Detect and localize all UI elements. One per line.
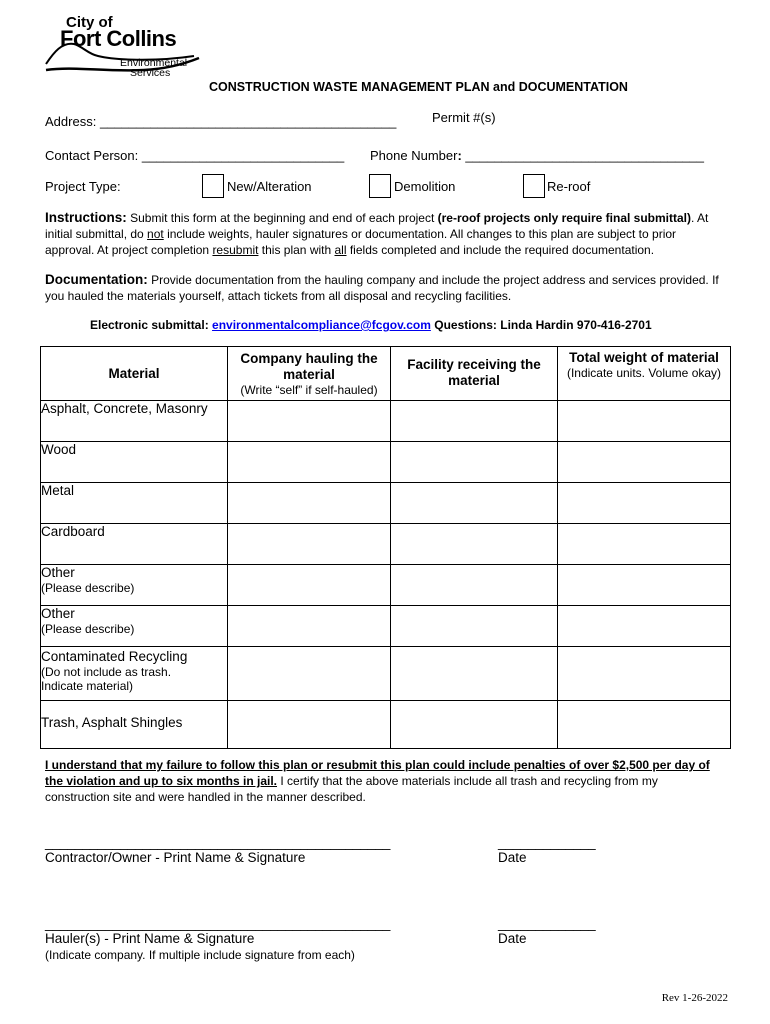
material-name: Metal xyxy=(41,483,75,498)
certification-paragraph xyxy=(45,757,720,805)
materials-table xyxy=(40,346,731,749)
hauler-signature-line[interactable]: ______________________________________________ xyxy=(45,916,391,931)
material-cell xyxy=(41,524,228,565)
hauler-signature-label: Hauler(s) - Print Name & Signature xyxy=(45,931,255,946)
hauler-date-label: Date xyxy=(498,931,527,946)
weight-cell[interactable] xyxy=(558,565,731,606)
material-name: Other xyxy=(41,565,75,580)
company-cell[interactable] xyxy=(228,442,391,483)
material-cell xyxy=(41,401,228,442)
address-label: Address: xyxy=(45,114,97,129)
header-company xyxy=(228,347,391,401)
material-name: Asphalt, Concrete, Masonry xyxy=(41,401,208,416)
new-alteration-checkbox[interactable] xyxy=(202,174,224,198)
table-row xyxy=(41,606,731,647)
facility-cell[interactable] xyxy=(391,647,558,701)
new-alteration-label: New/Alteration xyxy=(227,179,312,194)
table-row xyxy=(41,483,731,524)
documentation-paragraph xyxy=(45,272,727,304)
instructions-text-4: this plan with xyxy=(258,243,335,257)
logo-dept-line1: Environmental xyxy=(120,57,188,69)
weight-cell[interactable] xyxy=(558,401,731,442)
material-note: (Please describe) xyxy=(41,581,135,595)
facility-cell[interactable] xyxy=(391,524,558,565)
instructions-text-2: . At initial submittal, do xyxy=(45,211,709,241)
contractor-signature-label: Contractor/Owner - Print Name & Signature xyxy=(45,850,306,865)
material-cell xyxy=(41,647,228,701)
contact-field[interactable]: ____________________________ xyxy=(141,148,345,163)
contact-label: Contact Person: xyxy=(45,148,139,163)
contractor-date-label: Date xyxy=(498,850,527,865)
permit-label[interactable]: Permit #(s) xyxy=(432,110,496,125)
facility-cell[interactable] xyxy=(391,442,558,483)
company-cell[interactable] xyxy=(228,647,391,701)
weight-cell[interactable] xyxy=(558,701,731,749)
material-note: (Please describe) xyxy=(41,622,135,636)
instructions-reroof-note: (re-roof projects only require final submittal) xyxy=(437,211,691,225)
form-title: CONSTRUCTION WASTE MANAGEMENT PLAN and DOCUMENTATION xyxy=(209,80,628,94)
instructions-paragraph xyxy=(45,210,727,258)
table-row xyxy=(41,701,731,749)
material-name: Wood xyxy=(41,442,77,457)
instructions-text-3: include weights, hauler signatures or documentation. All changes to this plan are subject to prior approval. At project completion xyxy=(45,227,677,257)
header-facility xyxy=(391,347,558,401)
electronic-submittal-line xyxy=(90,318,652,332)
header-company-label: Company hauling the material xyxy=(240,351,378,382)
documentation-label: Documentation: xyxy=(45,272,148,287)
address-row xyxy=(45,114,396,129)
material-cell xyxy=(41,606,228,647)
weight-cell[interactable] xyxy=(558,442,731,483)
instructions-not: not xyxy=(147,227,164,241)
material-note: (Do not include as trash. Indicate material) xyxy=(41,665,172,693)
company-cell[interactable] xyxy=(228,565,391,606)
material-name: Trash, Asphalt Shingles xyxy=(41,715,183,730)
contractor-signature-line[interactable]: ______________________________________________ xyxy=(45,835,391,850)
certification-penalty: I understand that my failure to follow this plan or resubmit this plan could include penalties of over $2,500 per day of the violation and up to six months in jail. xyxy=(45,758,710,788)
table-row xyxy=(41,401,731,442)
table-row xyxy=(41,442,731,483)
demolition-label: Demolition xyxy=(394,179,456,194)
reroof-label: Re-roof xyxy=(547,179,591,194)
header-weight-label: Total weight of material xyxy=(569,350,719,365)
material-cell xyxy=(41,565,228,606)
hauler-signature-note: (Indicate company. If multiple include signature from each) xyxy=(45,948,355,962)
instructions-text-1: Submit this form at the beginning and end of each project xyxy=(126,211,438,225)
facility-cell[interactable] xyxy=(391,565,558,606)
electronic-submittal-label: Electronic submittal: xyxy=(90,318,213,332)
table-row xyxy=(41,647,731,701)
instructions-resubmit: resubmit xyxy=(212,243,259,257)
material-name: Other xyxy=(41,606,75,621)
weight-cell[interactable] xyxy=(558,606,731,647)
instructions-all: all xyxy=(334,243,347,257)
contractor-date-line[interactable]: _____________ xyxy=(498,835,596,850)
hauler-date-line[interactable]: _____________ xyxy=(498,916,596,931)
facility-cell[interactable] xyxy=(391,606,558,647)
company-cell[interactable] xyxy=(228,606,391,647)
company-cell[interactable] xyxy=(228,483,391,524)
material-cell xyxy=(41,442,228,483)
revision-label: Rev 1-26-2022 xyxy=(661,992,728,1004)
header-material xyxy=(41,347,228,401)
logo-name-text: Fort Collins xyxy=(60,26,177,51)
city-logo xyxy=(44,12,204,86)
project-type-label: Project Type: xyxy=(45,179,121,194)
logo-dept-line2: Services xyxy=(130,67,171,79)
header-facility-label: Facility receiving the material xyxy=(407,357,541,388)
table-row xyxy=(41,524,731,565)
documentation-text: Provide documentation from the hauling company and include the project address and services provided. If you hauled the materials yourself, attach tickets from all disposal and recycling facilities. xyxy=(45,273,719,303)
facility-cell[interactable] xyxy=(391,483,558,524)
facility-cell[interactable] xyxy=(391,701,558,749)
phone-field[interactable]: _________________________________ xyxy=(461,148,704,163)
header-weight-note: (Indicate units. Volume okay) xyxy=(566,366,722,380)
instructions-text-5: fields completed and include the required documentation. xyxy=(346,243,655,257)
weight-cell[interactable] xyxy=(558,524,731,565)
logo-city-text: City of xyxy=(66,14,113,31)
phone-colon: : xyxy=(457,148,462,163)
table-row xyxy=(41,565,731,606)
header-company-note: (Write “self” if self-hauled) xyxy=(240,383,378,397)
weight-cell[interactable] xyxy=(558,483,731,524)
certification-text: I certify that the above materials include all trash and recycling from my construction site and were handled in the manner described. xyxy=(45,774,658,804)
company-cell[interactable] xyxy=(228,524,391,565)
email-link[interactable]: environmentalcompliance@fcgov.com xyxy=(212,318,431,332)
material-cell xyxy=(41,483,228,524)
phone-row xyxy=(370,148,704,163)
address-field[interactable]: _________________________________________ xyxy=(99,114,397,129)
phone-label: Phone Number xyxy=(370,148,458,163)
facility-cell[interactable] xyxy=(391,401,558,442)
questions-contact: Questions: Linda Hardin 970-416-2701 xyxy=(430,318,652,332)
header-weight xyxy=(558,347,731,401)
material-name: Contaminated Recycling xyxy=(41,649,188,664)
contact-row xyxy=(45,148,344,163)
weight-cell[interactable] xyxy=(558,647,731,701)
company-cell[interactable] xyxy=(228,401,391,442)
demolition-checkbox[interactable] xyxy=(369,174,391,198)
reroof-checkbox[interactable] xyxy=(523,174,545,198)
company-cell[interactable] xyxy=(228,701,391,749)
header-material-label: Material xyxy=(108,365,160,381)
material-cell xyxy=(41,701,228,749)
material-name: Cardboard xyxy=(41,524,105,539)
instructions-label: Instructions: xyxy=(45,210,127,225)
